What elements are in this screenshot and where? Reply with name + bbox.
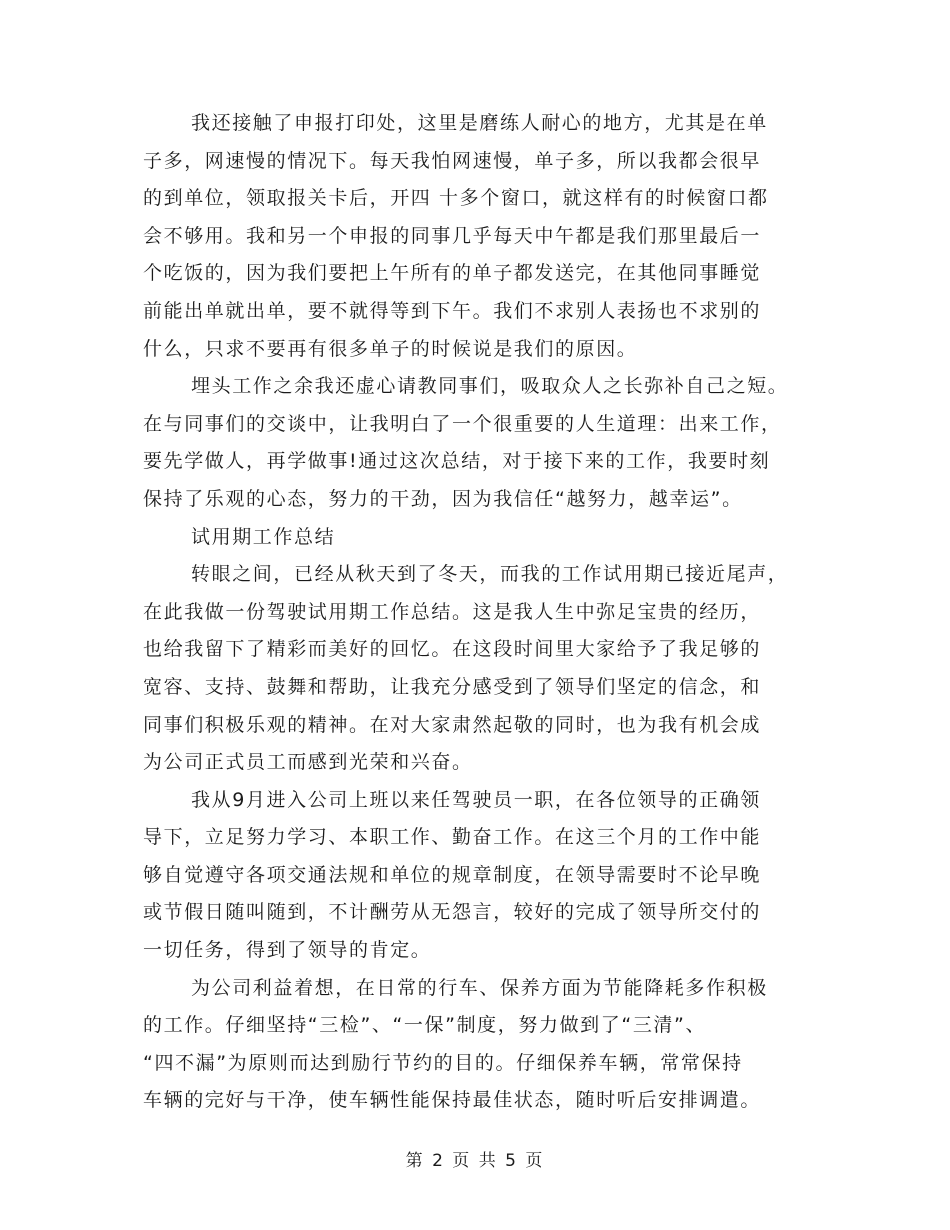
text-line: 个吃饭的，因为我们要把上午所有的单子都发送完，在其他同事睡觉	[143, 262, 762, 285]
text-line: 要先学做人，再学做事!通过这次总结，对于接下来的工作，我要时刻	[143, 450, 771, 473]
text-line: 同事们积极乐观的精神。在对大家肃然起敬的同时，也为我有机会成	[143, 713, 762, 736]
text-line: 什么，只求不要再有很多单子的时候说是我们的原因。	[143, 337, 638, 360]
text-line: 在此我做一份驾驶试用期工作总结。这是我人生中弥足宝贵的经历，	[143, 600, 762, 623]
text-line: 也给我留下了精彩而美好的回忆。在这段时间里大家给予了我足够的	[143, 638, 762, 661]
text-line: 转眼之间，已经从秋天到了冬天，而我的工作试用期已接近尾声，	[191, 563, 789, 586]
page-footer: 第 2 页 共 5 页	[405, 1151, 545, 1171]
text-line: 为公司正式员工而感到光荣和兴奋。	[143, 751, 473, 774]
text-line: 宽容、支持、鼓舞和帮助，让我充分感受到了领导们坚定的信念，和	[143, 675, 762, 698]
text-line: 或节假日随叫随到，不计酬劳从无怨言，较好的完成了领导所交付的	[143, 901, 762, 924]
body-text	[143, 105, 813, 1120]
text-line: 我还接触了申报打印处，这里是磨练人耐心的地方，尤其是在单	[191, 112, 768, 134]
text-line: 车辆的完好与干净，使车辆性能保持最佳状态，随时听后安排调遣。	[143, 1089, 762, 1112]
text-line: “四不漏”为原则而达到励行节约的目的。仔细保养车辆，常常保持	[143, 1051, 743, 1074]
text-line: 为公司利益着想，在日常的行车、保养方面为节能降耗多作积极	[191, 976, 768, 999]
text-line: 埋头工作之余我还虚心请教同事们，吸取众人之长弥补自己之短。	[191, 375, 789, 398]
text-line: 的到单位，领取报关卡后，开四 十多个窗口，就这样有的时候窗口都	[143, 187, 769, 210]
section-heading: 试用期工作总结	[191, 525, 336, 548]
text-line: 一切任务，得到了领导的肯定。	[143, 939, 432, 962]
text-line: 前能出单就出单，要不就得等到下午。我们不求别人表扬也不求别的	[143, 299, 762, 322]
text-line: 会不够用。我和另一个申报的同事几乎每天中午都是我们那里最后一	[143, 224, 762, 247]
text-line: 够自觉遵守各项交通法规和单位的规章制度，在领导需要时不论早晚	[143, 863, 762, 886]
text-line: 在与同事们的交谈中，让我明白了一个很重要的人生道理：出来工作，	[143, 412, 782, 435]
text-line: 我从9月进入公司上班以来任驾驶员一职，在各位领导的正确领	[191, 788, 761, 811]
text-line: 的工作。仔细坚持“三检”、“一保”制度，努力做到了“三清”、	[143, 1014, 707, 1037]
text-line: 子多，网速慢的情况下。每天我怕网速慢，单子多，所以我都会很早	[143, 149, 762, 172]
text-line: 导下，立足努力学习、本职工作、勤奋工作。在这三个月的工作中能	[143, 826, 762, 849]
text-line: 保持了乐观的心态，努力的干劲，因为我信任“越努力，越幸运”。	[143, 487, 743, 510]
